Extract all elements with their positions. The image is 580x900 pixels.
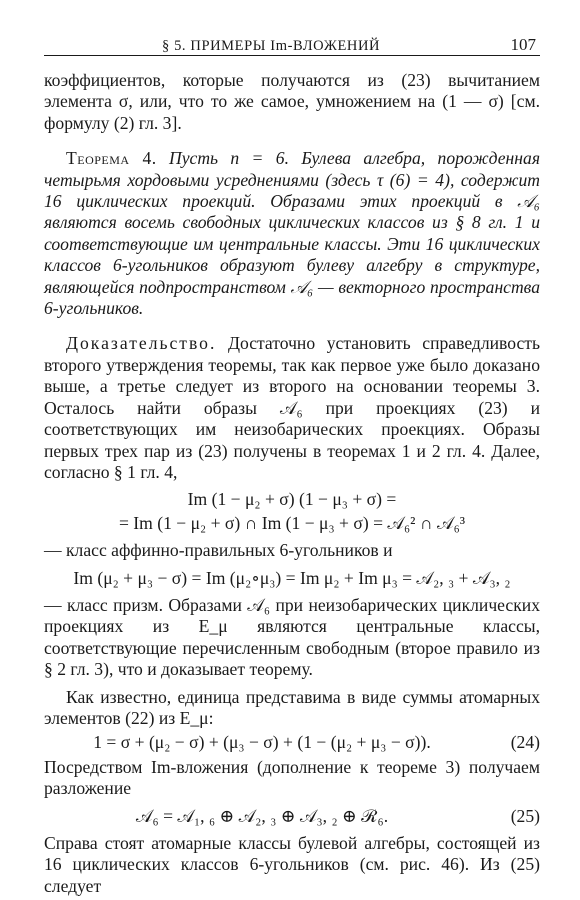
paragraph-coefficients: коэффициентов, которые получаются из (23) вычитанием элемента σ, или, что то же самое, умножением на (1 — σ) [см. формулу (2) гл. 3]. — [44, 70, 540, 133]
running-title: § 5. ПРИМЕРЫ Im-ВЛОЖЕНИЙ — [162, 38, 381, 54]
formula-line-2: = Im (1 − μ₂ + σ) ∩ Im (1 − μ₃ + σ) = 𝒜₆² ∩ 𝒜₆³ — [118, 512, 466, 533]
theorem-4 — [44, 148, 540, 319]
proof-label: Доказательство. — [66, 333, 217, 354]
formula-line-1: Im (1 − μ₂ + σ) (1 − μ₃ + σ) = — [187, 489, 397, 510]
proof-text: Достаточно установить справедливость второго утверждения теоремы, так как первое уже было доказано выше, а третье следует из второго на основании теоремы 3. Осталось найти образы 𝒜₆ при проекциях (23) и соответствующих им неизобарических проекциях. Образы первых трех пар из (23) получены в теоремах 1 и 2 гл. 4. Далее, согласно § 1 гл. 4, — [44, 333, 540, 482]
formula-24-number: (24) — [510, 732, 540, 753]
header-rule — [44, 55, 540, 56]
formula-25-body: 𝒜₆ = 𝒜₁, ₆ ⊕ 𝒜₂, ₃ ⊕ 𝒜₃, ₂ ⊕ ℛ₆. — [135, 805, 389, 826]
page-header — [44, 32, 540, 56]
formula-intersection — [44, 489, 540, 534]
formula-sum-classes: Im (μ₂ + μ₃ − σ) = Im (μ₂∘μ₃) = Im μ₂ + Im μ₃ = 𝒜₂, ₃ + 𝒜₃, ₂ — [73, 567, 511, 588]
theorem-label: Теорема 4. — [66, 148, 157, 169]
paragraph-atomic-classes: Справа стоят атомарные классы булевой алгебры, состоящей из 16 циклических классов 6-угольников (см. рис. 46). Из (25) следует — [44, 833, 540, 896]
paragraph-unity: Как известно, единица представима в виде суммы атомарных элементов (22) из E_μ: — [44, 686, 540, 728]
proof-paragraph — [44, 333, 540, 483]
paragraph-im-embedding: Посредством Im-вложения (дополнение к теореме 3) получаем разложение — [44, 756, 540, 799]
page-number: 107 — [510, 35, 536, 54]
formula-24-body: 1 = σ + (μ₂ − σ) + (μ₃ − σ) + (1 − (μ₂ + μ₃ − σ)). — [93, 732, 431, 753]
formula-25-number: (25) — [510, 805, 540, 826]
paragraph-affine: — класс аффинно-правильных 6-угольников и — [44, 540, 393, 561]
theorem-text: Пусть n = 6. Булева алгебра, порожденная четырьмя хордовыми усреднениями (здесь τ (6) = 4), содержит 16 циклических проекций. Образами этих проекций в 𝒜₆ являются восемь свободных циклических классов из § 8 гл. 1 и соответствующие им центральные классы. Эти 16 циклических классов 6-угольников образуют булеву алгебру в структуре, являющейся подпространством 𝒜₆ — векторного пространства 6-угольников. — [44, 148, 540, 319]
formula-24 — [44, 732, 540, 753]
formula-25 — [44, 806, 540, 827]
paragraph-prisms: — класс призм. Образами 𝒜₆ при неизобарических циклических проекциях из E_μ являются центральные классы, соответствующие перечисленным свободным (второе правило из § 2 гл. 3), что и доказывает теорему. — [44, 594, 540, 680]
